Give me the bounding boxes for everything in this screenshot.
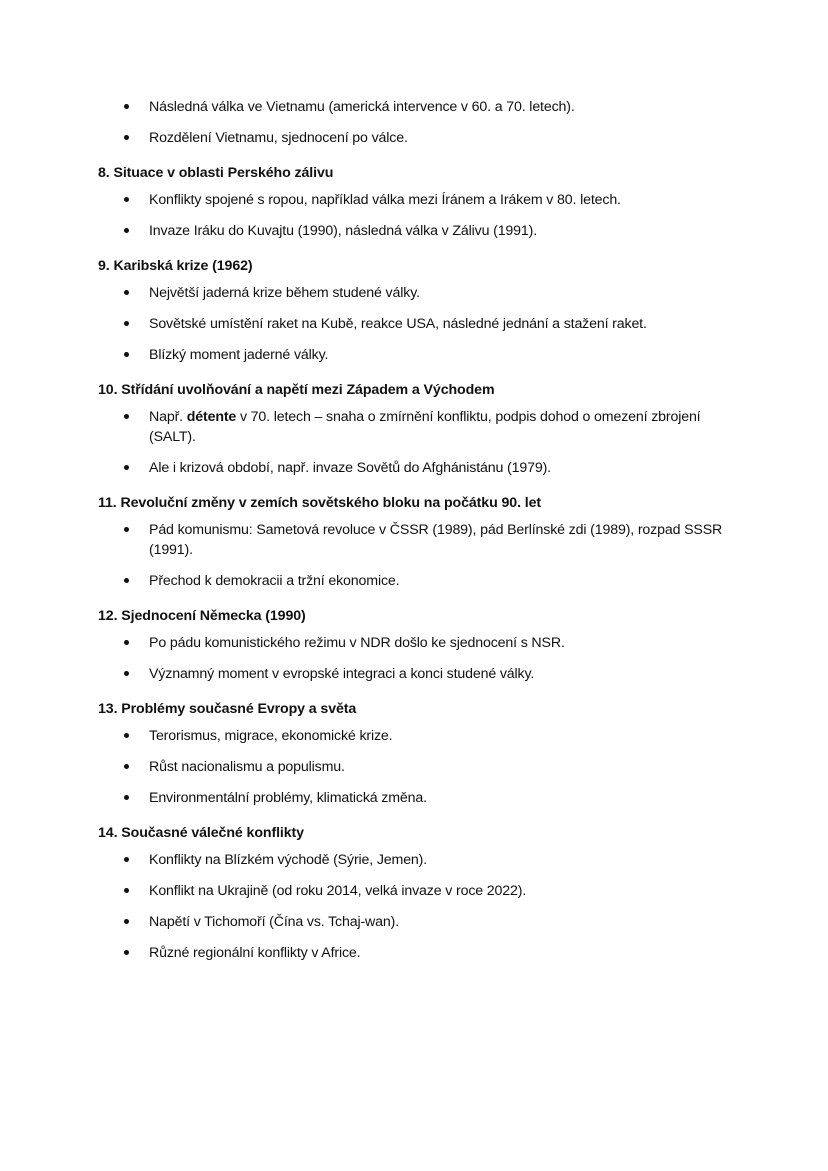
list-item	[98, 632, 738, 663]
list-item	[98, 96, 738, 127]
list-item-prefix: Např.	[149, 409, 187, 425]
bullet-icon	[124, 135, 129, 140]
bullet-icon	[124, 578, 129, 583]
bullet-icon	[124, 671, 129, 676]
list-item-text: Ale i krizová období, např. invaze Sovětů do Afghánistánu (1979).	[149, 460, 551, 476]
section-current-conflicts	[98, 818, 738, 973]
list-item	[98, 942, 738, 973]
list-item-text: Různé regionální konflikty v Africe.	[149, 945, 361, 961]
list-item-text: Terorismus, migrace, ekonomické krize.	[149, 728, 393, 744]
bullet-icon	[124, 950, 129, 955]
list-item-text: Růst nacionalismu a populismu.	[149, 759, 345, 775]
section-heading: 14. Současné válečné konflikty	[98, 825, 304, 841]
list-item-text: Blízký moment jaderné války.	[149, 347, 329, 363]
list-item-text: Napětí v Tichomoří (Čína vs. Tchaj-wan).	[149, 914, 399, 930]
bullet-list	[98, 282, 738, 375]
document-content	[98, 96, 738, 973]
list-item	[98, 663, 738, 694]
list-item-text: Po pádu komunistického režimu v NDR došlo ke sjednocení s NSR.	[149, 635, 565, 651]
bullet-icon	[124, 857, 129, 862]
section-revolutions	[98, 488, 738, 601]
bullet-icon	[124, 919, 129, 924]
bullet-icon	[124, 352, 129, 357]
bullet-icon	[124, 414, 129, 419]
bullet-list	[98, 519, 738, 601]
list-item	[98, 519, 738, 570]
bullet-list	[98, 725, 738, 818]
list-item	[98, 282, 738, 313]
list-item	[98, 313, 738, 344]
bullet-icon	[124, 465, 129, 470]
bullet-icon	[124, 321, 129, 326]
list-item-text: Sovětské umístění raket na Kubě, reakce USA, následné jednání a stažení raket.	[149, 316, 647, 332]
list-item	[98, 725, 738, 756]
leading-bullet-list	[98, 96, 738, 158]
list-item	[98, 880, 738, 911]
list-item	[98, 406, 738, 457]
section-detente	[98, 375, 738, 488]
section-heading: 11. Revoluční změny v zemích sovětského bloku na počátku 90. let	[98, 495, 542, 511]
list-item-text	[149, 409, 700, 445]
bullet-list	[98, 632, 738, 694]
bullet-icon	[124, 733, 129, 738]
list-item-bold-term: détente	[186, 409, 237, 425]
bullet-icon	[124, 290, 129, 295]
list-item-text: Významný moment v evropské integraci a konci studené války.	[149, 666, 535, 682]
list-item-text: Největší jaderná krize během studené války.	[149, 285, 420, 301]
list-item-text: Rozdělení Vietnamu, sjednocení po válce.	[149, 130, 408, 146]
bullet-list	[98, 849, 738, 973]
bullet-icon	[124, 795, 129, 800]
bullet-icon	[124, 640, 129, 645]
list-item-text: Následná válka ve Vietnamu (americká intervence v 60. a 70. letech).	[149, 99, 575, 115]
list-item-text: Konflikty na Blízkém východě (Sýrie, Jemen).	[149, 852, 428, 868]
bullet-icon	[124, 764, 129, 769]
list-item	[98, 127, 738, 158]
section-persian-gulf	[98, 158, 738, 251]
section-heading: 8. Situace v oblasti Perského zálivu	[98, 165, 334, 181]
section-current-problems	[98, 694, 738, 818]
section-heading: 9. Karibská krize (1962)	[98, 258, 253, 274]
list-item	[98, 344, 738, 375]
section-cuban-missile-crisis	[98, 251, 738, 375]
bullet-icon	[124, 104, 129, 109]
section-heading: 10. Střídání uvolňování a napětí mezi Západem a Východem	[98, 382, 495, 398]
list-item-text: Invaze Iráku do Kuvajtu (1990), následná válka v Zálivu (1991).	[149, 223, 538, 239]
bullet-list	[98, 189, 738, 251]
list-item	[98, 849, 738, 880]
list-item	[98, 570, 738, 601]
list-item	[98, 911, 738, 942]
section-heading: 12. Sjednocení Německa (1990)	[98, 608, 306, 624]
bullet-icon	[124, 228, 129, 233]
bullet-icon	[124, 527, 129, 532]
section-german-reunification	[98, 601, 738, 694]
list-item-text: Přechod k demokracii a tržní ekonomice.	[149, 573, 400, 589]
list-item	[98, 787, 738, 818]
list-item-text: Konflikty spojené s ropou, například válka mezi Íránem a Irákem v 80. letech.	[149, 192, 621, 208]
list-item-text: Pád komunismu: Sametová revoluce v ČSSR (1989), pád Berlínské zdi (1989), rozpad SSSR (1991).	[149, 522, 723, 558]
list-item	[98, 189, 738, 220]
list-item-suffix: v 70. letech – snaha o zmírnění konfliktu, podpis dohod o omezení zbrojení (SALT).	[149, 409, 701, 445]
list-item-text: Konflikt na Ukrajině (od roku 2014, velká invaze v roce 2022).	[149, 883, 527, 899]
list-item	[98, 220, 738, 251]
section-heading: 13. Problémy současné Evropy a světa	[98, 701, 357, 717]
list-item	[98, 756, 738, 787]
bullet-icon	[124, 197, 129, 202]
list-item	[98, 457, 738, 488]
bullet-icon	[124, 888, 129, 893]
list-item-text: Environmentální problémy, klimatická změna.	[149, 790, 427, 806]
bullet-list	[98, 406, 738, 488]
